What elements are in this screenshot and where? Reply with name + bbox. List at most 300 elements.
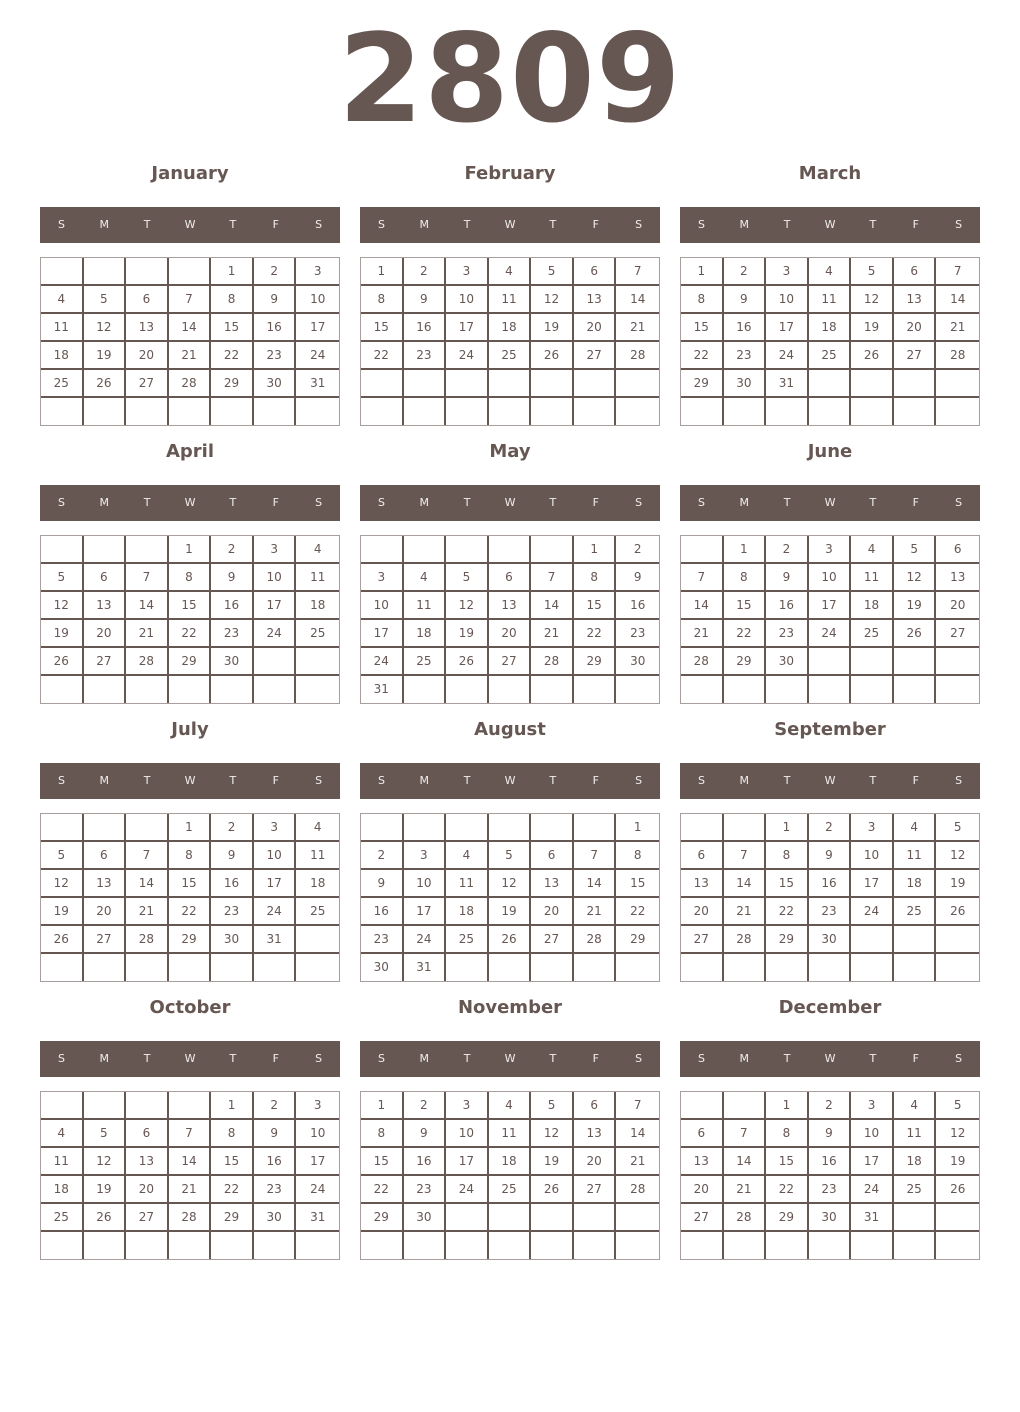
day-cell: 8: [361, 1120, 404, 1148]
empty-day-cell: [84, 676, 127, 703]
weekday-label: M: [419, 496, 430, 509]
weekday-label: F: [912, 496, 919, 509]
day-cell: 2: [254, 258, 297, 286]
day-cell: 25: [894, 1176, 937, 1204]
day-cell: 2: [211, 536, 254, 564]
day-cell: 27: [84, 926, 127, 954]
day-cell: 4: [446, 842, 489, 870]
day-cell: 28: [126, 926, 169, 954]
month-name: August: [474, 719, 546, 740]
day-cell: 21: [936, 314, 979, 342]
day-cell: 27: [936, 620, 979, 648]
empty-day-cell: [254, 398, 297, 425]
empty-day-cell: [126, 398, 169, 425]
day-cell: 6: [489, 564, 532, 592]
day-cell: 5: [531, 258, 574, 286]
empty-day-cell: [446, 676, 489, 703]
day-cell: 18: [489, 314, 532, 342]
day-cell: 23: [766, 620, 809, 648]
day-cell: 12: [936, 842, 979, 870]
day-cell: 16: [404, 1148, 447, 1176]
day-cell: 29: [169, 926, 212, 954]
day-cell: 10: [254, 564, 297, 592]
day-cell: 28: [531, 648, 574, 676]
day-cell: 5: [41, 564, 84, 592]
empty-day-cell: [446, 370, 489, 398]
empty-day-cell: [766, 398, 809, 425]
empty-day-cell: [936, 398, 979, 425]
day-cell: 18: [41, 342, 84, 370]
empty-day-cell: [361, 370, 404, 398]
day-grid: [40, 1091, 340, 1260]
weekday-header: [40, 763, 340, 799]
weekday-header: [680, 763, 980, 799]
weekday-label: S: [377, 1052, 385, 1065]
day-cell: 20: [126, 342, 169, 370]
day-cell: 24: [404, 926, 447, 954]
month-july: [40, 706, 340, 984]
weekday-label: S: [635, 774, 643, 787]
empty-day-cell: [531, 1204, 574, 1232]
day-cell: 12: [41, 870, 84, 898]
day-cell: 11: [489, 1120, 532, 1148]
day-grid: [360, 813, 660, 982]
day-cell: 21: [724, 898, 767, 926]
day-cell: 15: [681, 314, 724, 342]
day-cell: 30: [254, 370, 297, 398]
day-cell: 28: [936, 342, 979, 370]
empty-day-cell: [296, 398, 339, 425]
day-cell: 17: [361, 620, 404, 648]
weekday-label: W: [824, 496, 836, 509]
day-cell: 9: [254, 286, 297, 314]
day-cell: 6: [894, 258, 937, 286]
empty-day-cell: [361, 536, 404, 564]
day-grid: [40, 813, 340, 982]
day-cell: 21: [616, 1148, 659, 1176]
day-cell: 22: [169, 898, 212, 926]
day-cell: 12: [531, 1120, 574, 1148]
day-cell: 8: [766, 1120, 809, 1148]
day-cell: 3: [446, 1092, 489, 1120]
day-cell: 27: [574, 342, 617, 370]
day-cell: 25: [489, 1176, 532, 1204]
day-cell: 3: [254, 536, 297, 564]
weekday-label: F: [592, 218, 599, 231]
day-cell: 2: [404, 258, 447, 286]
day-cell: 17: [296, 1148, 339, 1176]
day-cell: 20: [84, 898, 127, 926]
empty-day-cell: [574, 1204, 617, 1232]
day-cell: 17: [254, 870, 297, 898]
day-cell: 4: [894, 814, 937, 842]
empty-day-cell: [84, 1232, 127, 1259]
day-cell: 20: [681, 898, 724, 926]
weekday-label: S: [955, 496, 963, 509]
day-cell: 13: [531, 870, 574, 898]
day-cell: 11: [41, 314, 84, 342]
day-cell: 8: [766, 842, 809, 870]
day-cell: 24: [446, 1176, 489, 1204]
day-cell: 24: [809, 620, 852, 648]
empty-day-cell: [446, 1204, 489, 1232]
day-cell: 24: [361, 648, 404, 676]
weekday-label: M: [739, 1052, 750, 1065]
day-cell: 10: [296, 1120, 339, 1148]
day-cell: 25: [404, 648, 447, 676]
day-cell: 19: [894, 592, 937, 620]
empty-day-cell: [41, 1232, 84, 1259]
day-cell: 25: [809, 342, 852, 370]
day-cell: 25: [489, 342, 532, 370]
day-cell: 25: [41, 1204, 84, 1232]
day-cell: 9: [211, 842, 254, 870]
day-cell: 13: [681, 870, 724, 898]
weekday-label: W: [824, 1052, 836, 1065]
month-name: December: [778, 997, 882, 1018]
day-cell: 4: [296, 536, 339, 564]
day-cell: 7: [126, 842, 169, 870]
empty-day-cell: [211, 954, 254, 981]
empty-day-cell: [724, 676, 767, 703]
day-cell: 15: [574, 592, 617, 620]
day-cell: 19: [531, 1148, 574, 1176]
empty-day-cell: [616, 676, 659, 703]
day-cell: 1: [169, 536, 212, 564]
day-cell: 3: [404, 842, 447, 870]
day-cell: 9: [809, 1120, 852, 1148]
day-cell: 12: [851, 286, 894, 314]
day-cell: 8: [169, 842, 212, 870]
weekday-label: T: [229, 218, 237, 231]
empty-day-cell: [681, 954, 724, 981]
weekday-label: S: [955, 218, 963, 231]
day-cell: 26: [851, 342, 894, 370]
empty-day-cell: [894, 1204, 937, 1232]
empty-day-cell: [126, 536, 169, 564]
weekday-label: T: [549, 1052, 557, 1065]
day-cell: 3: [361, 564, 404, 592]
weekday-label: S: [57, 774, 65, 787]
empty-day-cell: [254, 1232, 297, 1259]
empty-day-cell: [489, 370, 532, 398]
day-cell: 7: [126, 564, 169, 592]
day-cell: 10: [404, 870, 447, 898]
day-grid: [40, 535, 340, 704]
day-cell: 25: [851, 620, 894, 648]
weekday-label: S: [315, 774, 323, 787]
day-cell: 22: [211, 1176, 254, 1204]
day-cell: 3: [296, 1092, 339, 1120]
weekday-label: T: [229, 774, 237, 787]
day-cell: 4: [41, 286, 84, 314]
empty-day-cell: [254, 676, 297, 703]
weekday-header: [40, 1041, 340, 1077]
empty-day-cell: [894, 954, 937, 981]
day-cell: 8: [616, 842, 659, 870]
day-cell: 18: [809, 314, 852, 342]
day-cell: 2: [809, 814, 852, 842]
day-cell: 14: [724, 1148, 767, 1176]
day-cell: 30: [616, 648, 659, 676]
day-cell: 14: [126, 870, 169, 898]
weekday-label: W: [504, 1052, 516, 1065]
empty-day-cell: [489, 536, 532, 564]
weekday-label: W: [184, 218, 196, 231]
empty-day-cell: [936, 648, 979, 676]
empty-day-cell: [894, 648, 937, 676]
weekday-label: W: [184, 496, 196, 509]
day-cell: 24: [254, 898, 297, 926]
empty-day-cell: [809, 370, 852, 398]
day-cell: 17: [809, 592, 852, 620]
day-cell: 18: [851, 592, 894, 620]
empty-day-cell: [531, 398, 574, 426]
day-cell: 19: [84, 1176, 127, 1204]
weekday-label: S: [57, 1052, 65, 1065]
day-cell: 26: [446, 648, 489, 676]
day-cell: 9: [211, 564, 254, 592]
day-cell: 23: [809, 898, 852, 926]
empty-day-cell: [41, 814, 84, 842]
day-cell: 23: [361, 926, 404, 954]
empty-day-cell: [851, 648, 894, 676]
empty-day-cell: [851, 676, 894, 703]
empty-day-cell: [41, 258, 84, 286]
day-grid: [680, 1091, 980, 1260]
day-cell: 17: [254, 592, 297, 620]
day-cell: 11: [446, 870, 489, 898]
day-cell: 25: [41, 370, 84, 398]
empty-day-cell: [894, 370, 937, 398]
weekday-label: T: [229, 496, 237, 509]
day-cell: 5: [851, 258, 894, 286]
weekday-label: S: [57, 218, 65, 231]
day-cell: 18: [404, 620, 447, 648]
day-cell: 28: [724, 1204, 767, 1232]
empty-day-cell: [126, 954, 169, 981]
weekday-label: T: [869, 774, 877, 787]
day-cell: 11: [41, 1148, 84, 1176]
day-cell: 5: [84, 286, 127, 314]
month-january: [40, 150, 340, 428]
empty-day-cell: [574, 676, 617, 703]
empty-day-cell: [169, 1232, 212, 1259]
month-august: [360, 706, 660, 984]
day-cell: 29: [574, 648, 617, 676]
weekday-label: T: [869, 496, 877, 509]
empty-day-cell: [296, 648, 339, 676]
empty-day-cell: [809, 1232, 852, 1259]
empty-day-cell: [211, 398, 254, 425]
empty-day-cell: [616, 398, 659, 426]
day-cell: 19: [851, 314, 894, 342]
month-name: April: [165, 441, 215, 462]
empty-day-cell: [254, 648, 297, 676]
day-cell: 5: [446, 564, 489, 592]
day-cell: 20: [894, 314, 937, 342]
day-cell: 9: [809, 842, 852, 870]
day-cell: 8: [574, 564, 617, 592]
empty-day-cell: [211, 676, 254, 703]
weekday-header: [360, 763, 660, 799]
empty-day-cell: [446, 398, 489, 426]
day-cell: 16: [254, 314, 297, 342]
empty-day-cell: [681, 1232, 724, 1259]
weekday-header: [680, 207, 980, 243]
day-cell: 26: [41, 648, 84, 676]
empty-day-cell: [936, 1232, 979, 1259]
day-cell: 27: [894, 342, 937, 370]
day-grid: [360, 535, 660, 704]
day-cell: 27: [681, 926, 724, 954]
day-cell: 17: [404, 898, 447, 926]
day-cell: 15: [361, 314, 404, 342]
day-cell: 29: [169, 648, 212, 676]
empty-day-cell: [894, 676, 937, 703]
month-march: [680, 150, 980, 428]
weekday-header: [40, 207, 340, 243]
day-cell: 25: [296, 898, 339, 926]
day-cell: 5: [936, 1092, 979, 1120]
day-cell: 30: [809, 926, 852, 954]
empty-day-cell: [681, 814, 724, 842]
day-cell: 2: [616, 536, 659, 564]
day-cell: 1: [724, 536, 767, 564]
weekday-label: T: [229, 1052, 237, 1065]
month-april: [40, 428, 340, 706]
empty-day-cell: [211, 1232, 254, 1259]
month-name: October: [149, 997, 231, 1018]
month-name: November: [457, 997, 563, 1018]
empty-day-cell: [894, 926, 937, 954]
day-cell: 27: [574, 1176, 617, 1204]
day-cell: 1: [361, 258, 404, 286]
day-cell: 11: [404, 592, 447, 620]
weekday-label: T: [463, 218, 471, 231]
empty-day-cell: [616, 1204, 659, 1232]
day-cell: 27: [126, 370, 169, 398]
day-cell: 13: [84, 592, 127, 620]
empty-day-cell: [84, 536, 127, 564]
day-cell: 7: [681, 564, 724, 592]
day-cell: 19: [489, 898, 532, 926]
day-cell: 13: [126, 314, 169, 342]
day-cell: 12: [84, 1148, 127, 1176]
day-cell: 29: [211, 370, 254, 398]
day-cell: 20: [126, 1176, 169, 1204]
empty-day-cell: [724, 398, 767, 425]
day-cell: 25: [894, 898, 937, 926]
day-cell: 22: [616, 898, 659, 926]
day-cell: 29: [766, 926, 809, 954]
weekday-label: W: [184, 774, 196, 787]
weekday-label: W: [184, 1052, 196, 1065]
day-cell: 20: [574, 314, 617, 342]
day-cell: 1: [169, 814, 212, 842]
empty-day-cell: [404, 1232, 447, 1259]
day-cell: 20: [936, 592, 979, 620]
day-cell: 16: [211, 592, 254, 620]
day-cell: 11: [851, 564, 894, 592]
weekday-label: M: [99, 218, 110, 231]
day-grid: [680, 535, 980, 704]
empty-day-cell: [404, 370, 447, 398]
day-cell: 23: [724, 342, 767, 370]
day-cell: 3: [851, 814, 894, 842]
day-cell: 1: [211, 1092, 254, 1120]
day-cell: 4: [809, 258, 852, 286]
day-cell: 12: [84, 314, 127, 342]
empty-day-cell: [616, 1232, 659, 1259]
day-cell: 8: [681, 286, 724, 314]
day-cell: 7: [169, 1120, 212, 1148]
day-cell: 2: [724, 258, 767, 286]
day-grid: [360, 257, 660, 426]
day-cell: 28: [169, 370, 212, 398]
day-cell: 31: [296, 370, 339, 398]
weekday-header: [680, 485, 980, 521]
day-cell: 5: [489, 842, 532, 870]
month-february: [360, 150, 660, 428]
month-september: [680, 706, 980, 984]
empty-day-cell: [766, 676, 809, 703]
day-cell: 1: [361, 1092, 404, 1120]
day-cell: 7: [724, 842, 767, 870]
empty-day-cell: [41, 954, 84, 981]
day-cell: 14: [616, 1120, 659, 1148]
day-cell: 16: [404, 314, 447, 342]
weekday-label: S: [315, 218, 323, 231]
weekday-header: [40, 485, 340, 521]
empty-day-cell: [169, 676, 212, 703]
day-cell: 15: [211, 314, 254, 342]
empty-day-cell: [574, 814, 617, 842]
empty-day-cell: [446, 536, 489, 564]
day-cell: 22: [766, 1176, 809, 1204]
empty-day-cell: [41, 398, 84, 425]
day-cell: 4: [894, 1092, 937, 1120]
day-cell: 7: [531, 564, 574, 592]
weekday-label: F: [912, 1052, 919, 1065]
weekday-label: M: [419, 1052, 430, 1065]
day-cell: 13: [574, 286, 617, 314]
day-cell: 3: [851, 1092, 894, 1120]
weekday-label: M: [99, 496, 110, 509]
empty-day-cell: [126, 814, 169, 842]
empty-day-cell: [936, 926, 979, 954]
empty-day-cell: [404, 676, 447, 703]
day-cell: 15: [361, 1148, 404, 1176]
day-cell: 23: [809, 1176, 852, 1204]
weekday-label: T: [549, 496, 557, 509]
day-cell: 7: [724, 1120, 767, 1148]
day-cell: 16: [254, 1148, 297, 1176]
weekday-label: M: [99, 1052, 110, 1065]
day-cell: 22: [169, 620, 212, 648]
day-cell: 12: [489, 870, 532, 898]
day-cell: 23: [616, 620, 659, 648]
empty-day-cell: [41, 676, 84, 703]
day-cell: 20: [531, 898, 574, 926]
day-cell: 16: [361, 898, 404, 926]
day-cell: 10: [361, 592, 404, 620]
empty-day-cell: [531, 536, 574, 564]
day-cell: 2: [361, 842, 404, 870]
weekday-label: T: [783, 218, 791, 231]
weekday-label: S: [635, 1052, 643, 1065]
day-cell: 6: [936, 536, 979, 564]
